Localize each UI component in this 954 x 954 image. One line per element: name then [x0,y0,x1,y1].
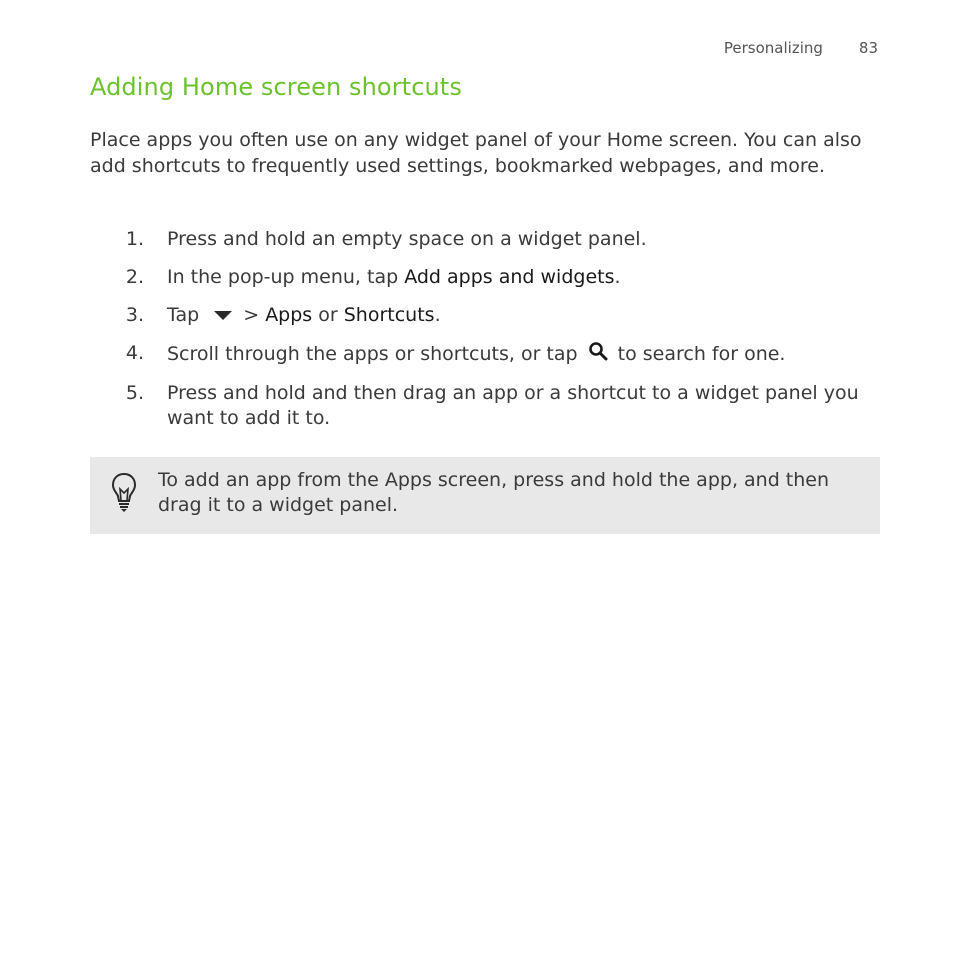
step-1 [90,227,880,252]
step-text: In the pop-up menu, tap [167,266,405,288]
step-4: 4. Scroll through the apps or shortcuts, or tap to search for one. [90,341,880,368]
step-text: Press and hold and then drag an app or a shortcut to a widget panel you want to add it to. [167,382,859,429]
page-number: 83 [858,39,878,57]
lightbulb-icon [110,471,138,517]
step-number: 5. [125,382,144,404]
step-number: 3. [125,304,144,326]
tip-box [90,457,880,534]
step-text: Press and hold an empty space on a widget panel. [167,228,647,250]
step-number: 4. [125,342,144,364]
step-3: 3. Tap > Apps or Shortcuts. [125,304,441,326]
step-text: Scroll through the apps or shortcuts, or tap [167,343,578,365]
page-title: Adding Home screen shortcuts [90,73,462,101]
intro-paragraph: Place apps you often use on any widget panel of your Home screen. You can also add shortcuts to frequently used settings, bookmarked webpages, and more. [90,129,862,177]
dropdown-arrow-icon [213,303,233,328]
ui-term-shortcuts: Shortcuts [343,304,435,326]
step-2: 2. In the pop-up menu, tap Add apps and widgets. [125,266,621,288]
step-number: 2. [125,266,144,288]
tip-text: To add an app from the Apps screen, press and hold the app, and then drag it to a widget panel. [158,469,830,516]
steps-list [90,227,880,444]
step-number: 1. [125,228,144,250]
ui-term-apps: Apps [265,304,313,326]
section-name: Personalizing [723,39,823,57]
search-icon [588,341,608,368]
step-5 [90,381,880,431]
step-text: Tap [167,304,200,326]
ui-term-add-apps-and-widgets: Add apps and widgets [404,266,615,288]
page-header [724,39,878,57]
